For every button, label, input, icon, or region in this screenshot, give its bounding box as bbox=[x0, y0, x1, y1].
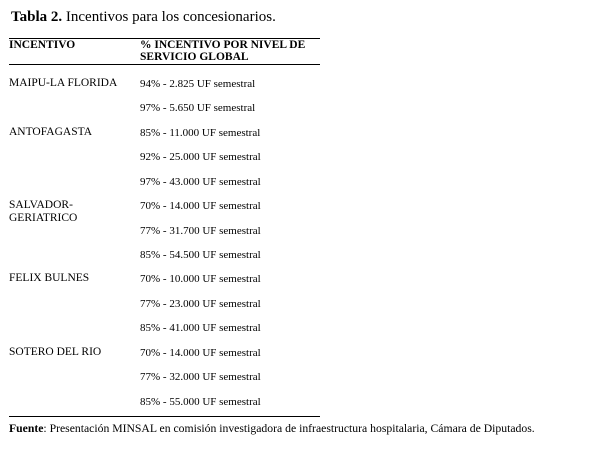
table-title bbox=[11, 8, 276, 26]
incentive-name-continued: GERIATRICO bbox=[9, 212, 78, 224]
incentive-value: 97% - 5.650 UF semestral bbox=[140, 102, 256, 114]
incentive-value: 94% - 2.825 UF semestral bbox=[140, 78, 256, 90]
incentive-name: SOTERO DEL RIO bbox=[9, 346, 102, 358]
incentive-value: 70% - 14.000 UF semestral bbox=[140, 200, 261, 212]
header-rule bbox=[9, 64, 320, 65]
incentive-value: 70% - 14.000 UF semestral bbox=[140, 347, 261, 359]
header-incentivo: INCENTIVO bbox=[9, 39, 76, 51]
incentive-name: SALVADOR- bbox=[9, 199, 73, 211]
incentive-value: 77% - 32.000 UF semestral bbox=[140, 371, 261, 383]
incentive-value: 97% - 43.000 UF semestral bbox=[140, 176, 261, 188]
incentive-value: 77% - 31.700 UF semestral bbox=[140, 225, 261, 237]
header-porcentaje-line1: % INCENTIVO POR NIVEL DE bbox=[140, 39, 306, 51]
table-caption: Incentivos para los concesionarios. bbox=[65, 9, 276, 25]
incentive-value: 85% - 54.500 UF semestral bbox=[140, 249, 261, 261]
table-number: Tabla 2. bbox=[11, 9, 63, 25]
source-text: : Presentación MINSAL en comisión investigadora de infraestructura hospitalaria, Cámara de Diputados. bbox=[43, 422, 535, 435]
incentive-name: ANTOFAGASTA bbox=[9, 126, 92, 138]
incentive-value: 92% - 25.000 UF semestral bbox=[140, 151, 261, 163]
incentive-name: FELIX BULNES bbox=[9, 272, 90, 284]
incentive-value: 70% - 10.000 UF semestral bbox=[140, 273, 261, 285]
incentive-value: 77% - 23.000 UF semestral bbox=[140, 298, 261, 310]
incentive-value: 85% - 55.000 UF semestral bbox=[140, 396, 261, 408]
source-note bbox=[9, 421, 599, 436]
table-bottom-rule bbox=[9, 416, 320, 417]
incentive-value: 85% - 41.000 UF semestral bbox=[140, 322, 261, 334]
source-label: Fuente bbox=[9, 422, 44, 435]
incentive-value: 85% - 11.000 UF semestral bbox=[140, 127, 261, 139]
header-porcentaje-line2: SERVICIO GLOBAL bbox=[140, 51, 249, 63]
incentive-name: MAIPU-LA FLORIDA bbox=[9, 77, 118, 89]
